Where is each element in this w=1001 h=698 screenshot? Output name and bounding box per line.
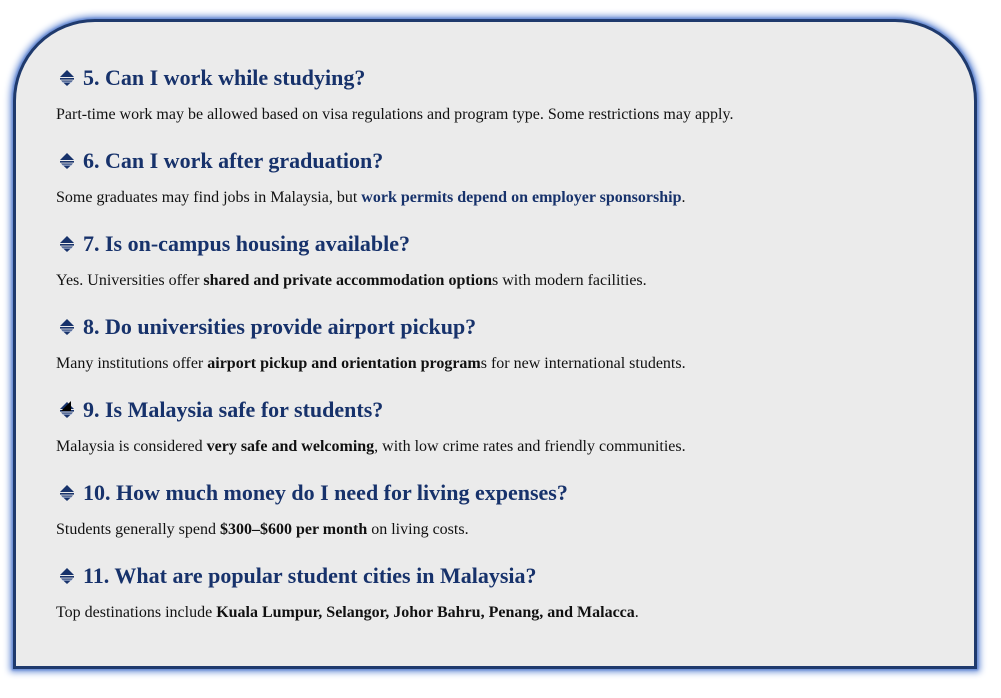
answer-emphasis: $300–$600 per month [219, 521, 368, 538]
faq-question [56, 477, 956, 508]
answer-text: . [681, 189, 686, 206]
faq-answer [56, 604, 956, 621]
faq-item [56, 145, 956, 206]
diamond-cursor-icon [58, 401, 76, 419]
faq-answer [56, 438, 956, 455]
faq-question [56, 145, 956, 176]
faq-question [56, 394, 956, 425]
answer-emphasis: shared and private accommodation option [203, 272, 493, 289]
answer-text: Students generally spend [56, 521, 220, 538]
faq-question-text: 8. Do universities provide airport pickup? [83, 314, 477, 339]
answer-emphasis: Kuala Lumpur, Selangor, Johor Bahru, Penang, and Malacca [216, 604, 635, 621]
faq-question [56, 228, 956, 259]
answer-emphasis: very safe and welcoming [206, 438, 375, 455]
faq-item [56, 477, 956, 538]
answer-text: . [634, 604, 639, 621]
faq-item [56, 560, 956, 621]
faq-item [56, 228, 956, 289]
faq-question-text: 6. Can I work after graduation? [83, 148, 384, 173]
answer-text: s with modern facilities. [492, 272, 647, 289]
answer-text: Part-time work may be allowed based on visa regulations and program type. Some restrictions may apply. [56, 106, 734, 123]
diamond-icon [58, 318, 76, 336]
answer-text: Malaysia is considered [56, 438, 207, 455]
answer-text: Top destinations include [56, 604, 217, 621]
faq-item [56, 394, 956, 455]
faq-question-text: 9. Is Malaysia safe for students? [83, 397, 384, 422]
answer-emphasis: airport pickup and orientation program [207, 355, 481, 372]
answer-text: Some graduates may find jobs in Malaysia, but [56, 189, 362, 206]
faq-question [56, 560, 956, 591]
faq-item [56, 62, 956, 123]
faq-question [56, 311, 956, 342]
diamond-icon [58, 69, 76, 87]
answer-highlight: work permits depend on employer sponsorship [361, 189, 682, 206]
faq-question-text: 10. How much money do I need for living expenses? [83, 480, 568, 505]
answer-text: Yes. Universities offer [56, 272, 204, 289]
faq-answer [56, 272, 956, 289]
faq-question-text: 5. Can I work while studying? [83, 65, 366, 90]
diamond-icon [58, 152, 76, 170]
answer-text: Many institutions offer [56, 355, 208, 372]
faq-question-text: 7. Is on-campus housing available? [83, 231, 411, 256]
answer-text: s for new international students. [480, 355, 686, 372]
faq-question-text: 11. What are popular student cities in Malaysia? [83, 563, 537, 588]
diamond-icon [58, 235, 76, 253]
diamond-icon [58, 567, 76, 585]
diamond-icon [58, 484, 76, 502]
faq-answer [56, 189, 956, 206]
faq-answer [56, 355, 956, 372]
answer-text: on living costs. [367, 521, 469, 538]
faq-answer [56, 521, 956, 538]
faq-answer [56, 106, 956, 123]
faq-item [56, 311, 956, 372]
faq-list [56, 62, 956, 621]
answer-text: , with low crime rates and friendly communities. [374, 438, 686, 455]
faq-question [56, 62, 956, 93]
